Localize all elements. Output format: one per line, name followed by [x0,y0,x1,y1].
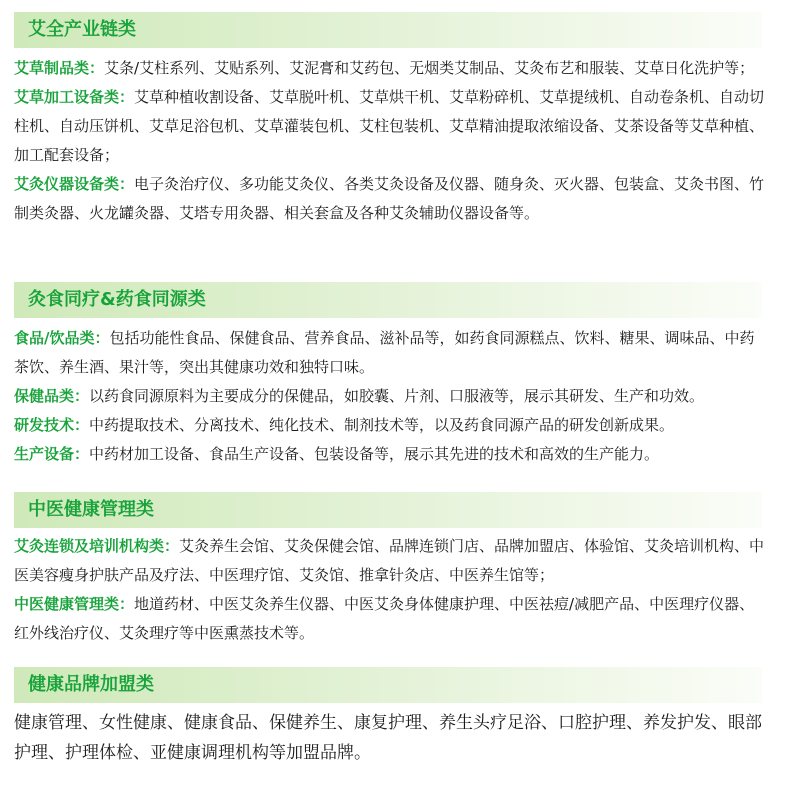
category-text: 包括功能性食品、保健食品、营养食品、滋补品等，如药食同源糕点、饮料、糖果、调味品、中药茶饮、养生酒、果汁等，突出其健康功效和独特口味。 [14,329,755,376]
section-body-brand-franchise [14,708,766,768]
category-item [14,324,766,382]
section-header-brand-franchise [14,667,762,703]
category-item [14,54,766,83]
category-text: 艾草种植收割设备、艾草脱叶机、艾草烘干机、艾草粉碎机、艾草提绒机、自动卷条机、自动切柱机、自动压饼机、艾草足浴包机、艾草灌装包机、艾柱包装机、艾草精油提取浓缩设备、艾茶设备等艾草种植、加工配套设备； [14,88,765,164]
section-title: 健康品牌加盟类 [28,674,154,695]
section-body-text: 健康管理、女性健康、健康食品、保健养生、康复护理、养生头疗足浴、口腔护理、养发护发、眼部护理、护理体检、亚健康调理机构等加盟品牌。 [14,713,762,763]
category-key: 生产设备： [14,445,90,463]
section-header-food-therapy [14,282,762,318]
category-key: 中医健康管理类： [14,595,135,613]
category-item [14,532,766,590]
category-item [14,590,766,648]
category-text: 艾灸养生会馆、艾灸保健会馆、品牌连锁门店、品牌加盟店、体验馆、艾灸培训机构、中医美容瘦身护肤产品及疗法、中医理疗馆、艾灸馆、推拿针灸店、中医养生馆等； [14,537,765,584]
category-key: 研发技术： [14,416,90,434]
category-text: 中药提取技术、分离技术、纯化技术、制剂技术等，以及药食同源产品的研发创新成果。 [89,416,675,434]
category-text: 地道药材、中医艾灸养生仪器、中医艾灸身体健康护理、中医祛痘/减肥产品、中医理疗仪器、红外线治疗仪、艾灸理疗等中医熏蒸技术等。 [14,595,755,642]
section-header-ai-industry [14,12,762,48]
section-title: 灸食同疗&药食同源类 [28,289,206,310]
category-key: 艾灸连锁及培训机构类： [14,537,180,555]
category-key: 艾草加工设备类： [14,88,135,106]
category-text: 以药食同源原料为主要成分的保健品，如胶囊、片剂、口服液等，展示其研发、生产和功效。 [89,387,705,405]
section-title: 中医健康管理类 [28,499,154,520]
category-text: 艾条/艾柱系列、艾贴系列、艾泥膏和艾药包、无烟类艾制品、艾灸布艺和服装、艾草日化洗护等； [104,59,755,77]
category-key: 艾草制品类： [14,59,105,77]
category-key: 食品/饮品类： [14,329,110,347]
category-key: 艾灸仪器设备类： [14,175,135,193]
category-item [14,440,766,469]
category-item [14,411,766,440]
section-body-food-therapy [14,324,766,469]
section-title: 艾全产业链类 [28,19,136,40]
section-body-tcm-health [14,532,766,648]
section-body-ai-industry [14,54,766,228]
category-item [14,170,766,228]
category-text: 电子灸治疗仪、多功能艾灸仪、各类艾灸设备及仪器、随身灸、灭火器、包装盒、艾灸书图、竹制类灸器、火龙罐灸器、艾塔专用灸器、相关套盒及各种艾灸辅助仪器设备等。 [14,175,765,222]
category-item [14,382,766,411]
category-key: 保健品类： [14,387,90,405]
category-text: 中药材加工设备、食品生产设备、包装设备等，展示其先进的技术和高效的生产能力。 [89,445,660,463]
category-item [14,83,766,170]
section-header-tcm-health [14,492,762,528]
